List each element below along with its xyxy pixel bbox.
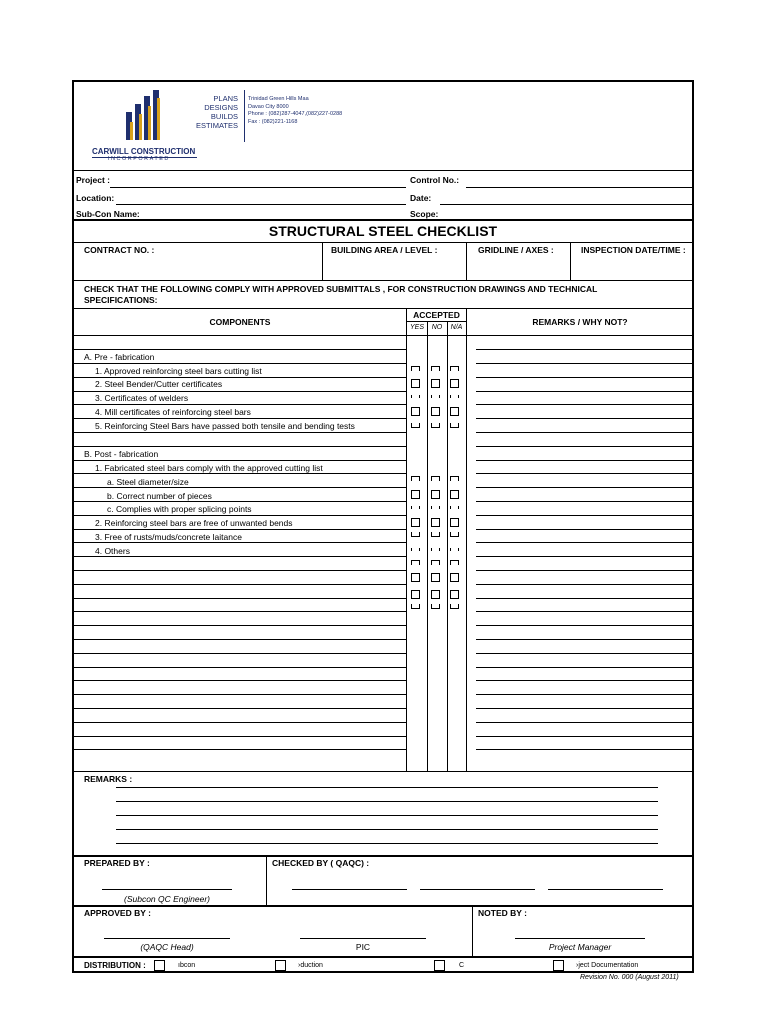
- remarks-row-rule: [476, 515, 694, 516]
- accepted-header: ACCEPTED: [413, 310, 460, 320]
- table-row-rule: [72, 446, 406, 447]
- remarks-row-rule: [476, 625, 694, 626]
- company-name: CARWILL CONSTRUCTION: [92, 147, 196, 156]
- form-title: STRUCTURAL STEEL CHECKLIST: [268, 223, 498, 239]
- table-row-rule: [72, 542, 406, 543]
- remarks-line-5[interactable]: [116, 843, 658, 844]
- yes-checkbox[interactable]: [411, 532, 420, 537]
- table-row-rule: [72, 418, 406, 419]
- remarks-row-rule: [476, 487, 694, 488]
- remarks-row-rule: [476, 377, 694, 378]
- table-row-rule: [72, 625, 406, 626]
- date-line: [440, 204, 694, 205]
- na-checkbox[interactable]: [450, 573, 459, 582]
- item-a2: 2. Steel Bender/Cutter certificates: [95, 379, 223, 389]
- subcon-label: Sub-Con Name:: [76, 209, 140, 219]
- company-logo-icon: [120, 88, 168, 146]
- qaqc-head-sign-line[interactable]: [104, 938, 230, 939]
- no-checkbox[interactable]: [431, 506, 440, 509]
- table-row-rule: [72, 460, 406, 461]
- na-checkbox[interactable]: [450, 423, 459, 428]
- remarks-row-rule: [476, 611, 694, 612]
- table-top-rule: [72, 308, 694, 309]
- no-checkbox[interactable]: [431, 560, 440, 565]
- na-checkbox[interactable]: [450, 548, 459, 551]
- table-row-rule: [72, 749, 406, 750]
- col-divider-na: [466, 308, 467, 771]
- remarks-line-4[interactable]: [116, 829, 658, 830]
- na-checkbox[interactable]: [450, 379, 459, 388]
- table-row-rule: [72, 694, 406, 695]
- distribution-option-2: ›duction: [298, 962, 323, 969]
- no-checkbox[interactable]: [431, 573, 440, 582]
- info-divider-3: [570, 242, 571, 280]
- pic-label: PIC: [355, 942, 371, 952]
- yes-checkbox[interactable]: [411, 366, 420, 371]
- table-row-rule: [72, 363, 406, 364]
- instruction-line-1: CHECK THAT THE FOLLOWING COMPLY WITH APPROVED SUBMITTALS , FOR CONSTRUCTION DRAWINGS AND TECHNICAL: [84, 284, 598, 294]
- remarks-line-1[interactable]: [116, 787, 658, 788]
- remarks-row-rule: [476, 708, 694, 709]
- no-checkbox[interactable]: [431, 548, 440, 551]
- info-bottom-rule: [72, 280, 694, 281]
- remarks-header: REMARKS / WHY NOT?: [532, 317, 628, 327]
- remarks-row-rule: [476, 432, 694, 433]
- service-plans: PLANS: [213, 94, 238, 103]
- remarks-row-rule: [476, 460, 694, 461]
- no-checkbox[interactable]: [431, 518, 440, 527]
- remarks-label: REMARKS :: [84, 774, 133, 784]
- item-a-prefab: A. Pre - fabrication: [84, 352, 155, 362]
- distribution-checkbox-1[interactable]: [154, 960, 165, 971]
- remarks-row-rule: [476, 556, 694, 557]
- col-divider-components: [406, 308, 407, 771]
- table-row-rule: [72, 556, 406, 557]
- item-a1: 1. Approved reinforcing steel bars cutting list: [95, 366, 262, 376]
- na-checkbox[interactable]: [450, 560, 459, 565]
- item-a4: 4. Mill certificates of reinforcing steel bars: [95, 407, 251, 417]
- building-area-label: BUILDING AREA / LEVEL :: [331, 245, 438, 255]
- na-checkbox[interactable]: [450, 395, 459, 398]
- date-label: Date:: [410, 193, 432, 203]
- remarks-row-rule: [476, 418, 694, 419]
- na-checkbox[interactable]: [450, 604, 459, 609]
- table-row-rule: [72, 639, 406, 640]
- yes-checkbox[interactable]: [411, 506, 420, 509]
- yes-checkbox[interactable]: [411, 490, 420, 499]
- scope-label: Scope:: [410, 209, 439, 219]
- noted-by-label: NOTED BY :: [478, 908, 527, 918]
- table-row-rule: [72, 515, 406, 516]
- no-checkbox[interactable]: [431, 395, 440, 398]
- remarks-row-rule: [476, 667, 694, 668]
- table-row-rule: [72, 404, 406, 405]
- table-row-rule: [72, 473, 406, 474]
- instruction-line-2: SPECIFICATIONS:: [84, 295, 158, 305]
- checked-sign-line-1[interactable]: [292, 889, 407, 890]
- approved-by-label: APPROVED BY :: [84, 908, 151, 918]
- no-checkbox[interactable]: [431, 366, 440, 371]
- yes-checkbox[interactable]: [411, 518, 420, 527]
- distribution-checkbox-2[interactable]: [275, 960, 286, 971]
- na-checkbox[interactable]: [450, 407, 459, 416]
- table-row-rule: [72, 391, 406, 392]
- accepted-rule: [407, 321, 466, 322]
- no-checkbox[interactable]: [431, 407, 440, 416]
- na-checkbox[interactable]: [450, 518, 459, 527]
- info-divider-1: [322, 242, 323, 280]
- item-b2: 2. Reinforcing steel bars are free of unwanted bends: [95, 518, 293, 528]
- col-divider-no: [447, 321, 448, 771]
- table-row-rule: [72, 722, 406, 723]
- na-header: N/A: [450, 324, 463, 331]
- table-row-rule: [72, 708, 406, 709]
- pm-sign-line[interactable]: [515, 938, 645, 939]
- title-top-rule: [72, 219, 694, 221]
- item-b1: 1. Fabricated steel bars comply with the approved cutting list: [95, 463, 323, 473]
- item-b-postfab: B. Post - fabrication: [84, 449, 159, 459]
- remarks-row-rule: [476, 542, 694, 543]
- yes-header: YES: [409, 324, 424, 331]
- item-a5: 5. Reinforcing Steel Bars have passed both tensile and bending tests: [95, 421, 355, 431]
- logo-separator: [244, 90, 245, 142]
- remarks-row-rule: [476, 749, 694, 750]
- distribution-option-1: ıbcon: [178, 962, 196, 969]
- yes-checkbox[interactable]: [411, 548, 420, 551]
- yes-checkbox[interactable]: [411, 560, 420, 565]
- service-builds: BUILDS: [210, 112, 238, 121]
- remarks-row-rule: [476, 404, 694, 405]
- distribution-checkbox-3[interactable]: [434, 960, 445, 971]
- project-manager-label: Project Manager: [548, 942, 612, 952]
- table-row-rule: [72, 432, 406, 433]
- distribution-label: DISTRIBUTION :: [84, 961, 146, 970]
- checked-by-label: CHECKED BY ( QAQC) :: [272, 858, 370, 868]
- remarks-row-rule: [476, 653, 694, 654]
- distribution-top-rule: [72, 956, 694, 958]
- table-header-bottom: [72, 335, 694, 336]
- no-checkbox[interactable]: [431, 604, 440, 609]
- inspection-label: INSPECTION DATE/TIME :: [581, 245, 686, 255]
- address-line-4: Fax : (082)221-1168: [248, 118, 298, 125]
- yes-checkbox[interactable]: [411, 379, 420, 388]
- table-row-rule: [72, 653, 406, 654]
- na-checkbox[interactable]: [450, 532, 459, 537]
- gridline-label: GRIDLINE / AXES :: [478, 245, 554, 255]
- remarks-row-rule: [476, 584, 694, 585]
- item-b1c: c. Complies with proper splicing points: [107, 504, 252, 514]
- project-line: [110, 187, 406, 188]
- table-row-rule: [72, 570, 406, 571]
- na-checkbox[interactable]: [450, 490, 459, 499]
- table-row-rule: [72, 667, 406, 668]
- revision-number: Revision No. 000 (August 2011): [580, 974, 679, 981]
- title-bottom-rule: [72, 242, 694, 243]
- no-checkbox[interactable]: [431, 490, 440, 499]
- table-row-rule: [72, 377, 406, 378]
- approved-top-rule: [72, 905, 694, 907]
- yes-checkbox[interactable]: [411, 604, 420, 609]
- company-services: [180, 94, 238, 130]
- prepared-by-label: PREPARED BY :: [84, 858, 150, 868]
- control-no-line: [466, 187, 694, 188]
- remarks-row-rule: [476, 529, 694, 530]
- approved-noted-divider: [472, 905, 473, 956]
- item-b1a: a. Steel diameter/size: [107, 477, 189, 487]
- remarks-row-rule: [476, 391, 694, 392]
- remarks-row-rule: [476, 363, 694, 364]
- remarks-row-rule: [476, 680, 694, 681]
- components-header: COMPONENTS: [209, 317, 271, 327]
- remarks-row-rule: [476, 349, 694, 350]
- no-checkbox[interactable]: [431, 532, 440, 537]
- subcon-qc-label: (Subcon QC Engineer): [124, 894, 210, 904]
- table-row-rule: [72, 487, 406, 488]
- location-line: [116, 204, 406, 205]
- remarks-row-rule: [476, 446, 694, 447]
- yes-checkbox[interactable]: [411, 573, 420, 582]
- table-row-rule: [72, 529, 406, 530]
- yes-checkbox[interactable]: [411, 407, 420, 416]
- table-row-rule: [72, 736, 406, 737]
- table-row-rule: [72, 501, 406, 502]
- distribution-option-4: ›ject Documentation: [576, 962, 639, 969]
- prepared-checked-divider: [266, 855, 267, 905]
- control-no-label: Control No.:: [410, 175, 460, 185]
- table-row-rule: [72, 598, 406, 599]
- company-address: [248, 96, 342, 126]
- no-checkbox[interactable]: [431, 476, 440, 481]
- distribution-option-3: C: [459, 962, 465, 969]
- checked-sign-line-2[interactable]: [420, 889, 535, 890]
- yes-checkbox[interactable]: [411, 395, 420, 398]
- service-estimates: ESTIMATES: [196, 121, 238, 130]
- yes-checkbox[interactable]: [411, 423, 420, 428]
- table-row-rule: [72, 680, 406, 681]
- no-checkbox[interactable]: [431, 423, 440, 428]
- remarks-row-rule: [476, 501, 694, 502]
- remarks-row-rule: [476, 473, 694, 474]
- no-checkbox[interactable]: [431, 379, 440, 388]
- service-designs: DESIGNS: [204, 103, 238, 112]
- contract-no-label: CONTRACT NO. :: [84, 245, 155, 255]
- remarks-row-rule: [476, 694, 694, 695]
- remarks-row-rule: [476, 722, 694, 723]
- qaqc-head-label: (QAQC Head): [140, 942, 194, 952]
- info-divider-2: [466, 242, 467, 280]
- col-divider-yes: [427, 321, 428, 771]
- checked-sign-line-3[interactable]: [548, 889, 663, 890]
- pic-sign-line[interactable]: [300, 938, 426, 939]
- project-label: Project :: [76, 175, 111, 185]
- remarks-row-rule: [476, 639, 694, 640]
- company-sub: INCORPORATED: [108, 156, 170, 162]
- remarks-top-rule: [72, 771, 694, 772]
- signature-top-rule: [72, 855, 694, 857]
- address-line-3: Phone : (082)287-4047,(082)227-0288: [248, 111, 343, 117]
- header-top-rule: [72, 170, 694, 171]
- table-row-rule: [72, 611, 406, 612]
- remarks-line-2[interactable]: [116, 801, 658, 802]
- remarks-line-3[interactable]: [116, 815, 658, 816]
- table-row-rule: [72, 584, 406, 585]
- item-b3: 3. Free of rusts/muds/concrete laitance: [95, 532, 242, 542]
- distribution-checkbox-4[interactable]: [553, 960, 564, 971]
- remarks-row-rule: [476, 598, 694, 599]
- remarks-row-rule: [476, 570, 694, 571]
- no-checkbox[interactable]: [431, 590, 440, 599]
- item-b1b: b. Correct number of pieces: [107, 491, 212, 501]
- address-line-1: Trinidad Green Hills Maa: [248, 96, 309, 102]
- table-row-rule: [72, 349, 406, 350]
- yes-checkbox[interactable]: [411, 590, 420, 599]
- address-line-2: Davao City 8000: [248, 103, 289, 110]
- na-checkbox[interactable]: [450, 366, 459, 371]
- na-checkbox[interactable]: [450, 506, 459, 509]
- item-a3: 3. Certificates of welders: [95, 393, 189, 403]
- na-checkbox[interactable]: [450, 590, 459, 599]
- remarks-row-rule: [476, 736, 694, 737]
- yes-checkbox[interactable]: [411, 476, 420, 481]
- location-label: Location:: [76, 193, 115, 203]
- item-b4: 4. Others: [95, 546, 130, 556]
- no-header: NO: [431, 324, 443, 331]
- prepared-sign-line[interactable]: [102, 889, 232, 890]
- na-checkbox[interactable]: [450, 476, 459, 481]
